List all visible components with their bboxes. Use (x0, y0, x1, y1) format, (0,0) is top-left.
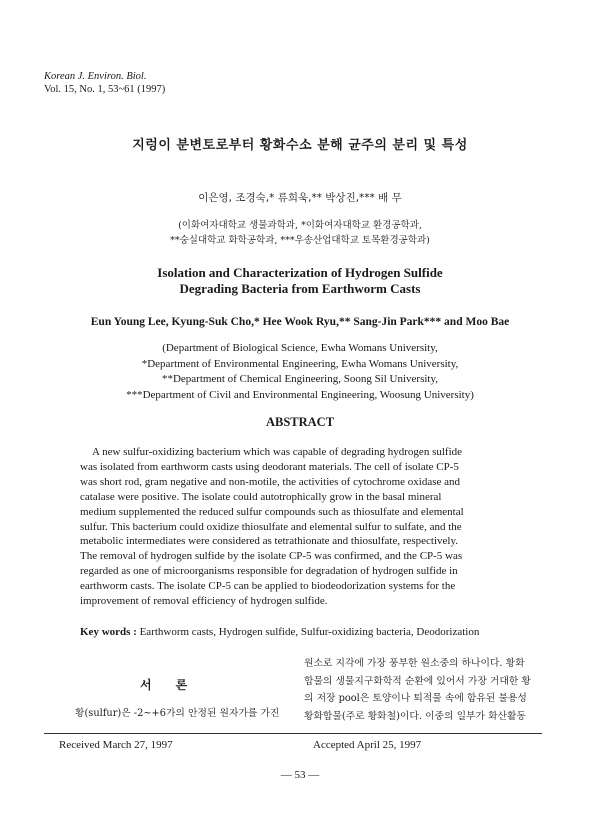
korean-affiliation-line: **숭실대학교 화학공학과, ***우송산업대학교 토목환경공학과) (170, 235, 430, 246)
journal-volume: Vol. 15, No. 1, 53~61 (1997) (44, 84, 166, 95)
english-affiliation-line: (Department of Biological Science, Ewha Womans University, (162, 342, 438, 354)
abstract-line: sulfur. This bacterium could oxidize thiosulfate and elemental sulfur to sulfate, and the (80, 520, 462, 533)
intro-heading-right: 론 (175, 678, 190, 692)
abstract-body (80, 445, 526, 609)
accepted-date: Accepted April 25, 1997 (313, 739, 422, 751)
abstract-line: catalase were positive. The isolate could autotrophically grow in the basal mineral (80, 490, 442, 503)
korean-affiliation-line: (이화여자대학교 생물과학과, *이화여자대학교 환경공학과, (178, 220, 422, 231)
english-affiliation-line: **Department of Chemical Engineering, Soong Sil University, (161, 373, 439, 385)
intro-right-line: 의 저장 pool은 토양이나 퇴적물 속에 함유된 불용성 (304, 693, 527, 704)
english-authors: Eun Young Lee, Kyung-Suk Cho,* Hee Wook Ryu,** Sang-Jin Park*** and Moo Bae (90, 316, 510, 328)
intro-heading (140, 676, 211, 693)
english-title-line: Degrading Bacteria from Earthworm Casts (179, 281, 421, 296)
abstract-line: earthworm casts. The isolate CP-5 can be applied to biodeodorization systems for the (80, 580, 456, 593)
abstract-line: medium supplemented the reduced sulfur compounds such as thiosulfate and elemental (80, 505, 464, 518)
keywords-label: Key words : (80, 626, 137, 638)
korean-authors: 이은영, 조경숙,* 류희욱,** 박상진,*** 배 무 (198, 192, 402, 204)
english-title (0, 265, 600, 297)
intro-right-line: 원소로 지각에 가장 풍부한 원소중의 하나이다. 황화 (304, 658, 525, 669)
abstract-line: The removal of hydrogen sulfide by the isolate CP-5 was confirmed, and the CP-5 was (80, 550, 463, 563)
english-affiliation-line: *Department of Environmental Engineering, Ewha Womans University, (141, 357, 459, 370)
intro-heading-left: 서 (140, 678, 154, 692)
english-title-line: Isolation and Characterization of Hydrogen Sulfide (157, 265, 443, 280)
footer-divider (44, 733, 542, 734)
intro-right-column (304, 655, 531, 725)
abstract-line: was isolated from earthworm casts using deodorant materials. The cell of isolate CP-5 (80, 460, 459, 473)
abstract-line: was short rod, gram negative and non-motile, the activities of cytochrome oxidase and (80, 475, 460, 488)
korean-title: 지렁이 분변토로부터 황화수소 분해 균주의 분리 및 특성 (132, 138, 468, 153)
journal-info (44, 70, 165, 96)
intro-right-line: 합물의 생물지구화학적 순환에 있어서 가장 거대한 황 (304, 675, 531, 687)
korean-affiliations (0, 218, 600, 248)
abstract-heading: ABSTRACT (265, 415, 335, 429)
intro-left-line: 황(sulfur)은 -2~+6가의 안정된 원자가를 가진 (75, 708, 280, 719)
page-number: — 53 — (280, 769, 320, 781)
journal-name: Korean J. Environ. Biol. (44, 71, 147, 82)
english-affiliations (0, 341, 600, 403)
abstract-line: regarded as one of microorganisms responsible for degradation of hydrogen sulfide in (80, 565, 458, 578)
received-date: Received March 27, 1997 (59, 739, 173, 751)
english-affiliation-line: ***Department of Civil and Environmental Engineering, Woosung University) (126, 388, 474, 401)
abstract-line: metabolic intermediates were considered as tetrathionate and thiosulfate, respectively. (80, 535, 459, 548)
keywords (80, 626, 479, 638)
abstract-line: A new sulfur-oxidizing bacterium which was capable of degrading hydrogen sulfide (92, 446, 463, 458)
abstract-line: improvement of removal efficiency of hydrogen sulfide. (80, 595, 328, 608)
keywords-text: Earthworm casts, Hydrogen sulfide, Sulfur-oxidizing bacteria, Deodorization (139, 626, 480, 638)
intro-right-line: 황화합물(주로 황화철)이다. 이중의 일부가 화산활동 (304, 710, 526, 722)
